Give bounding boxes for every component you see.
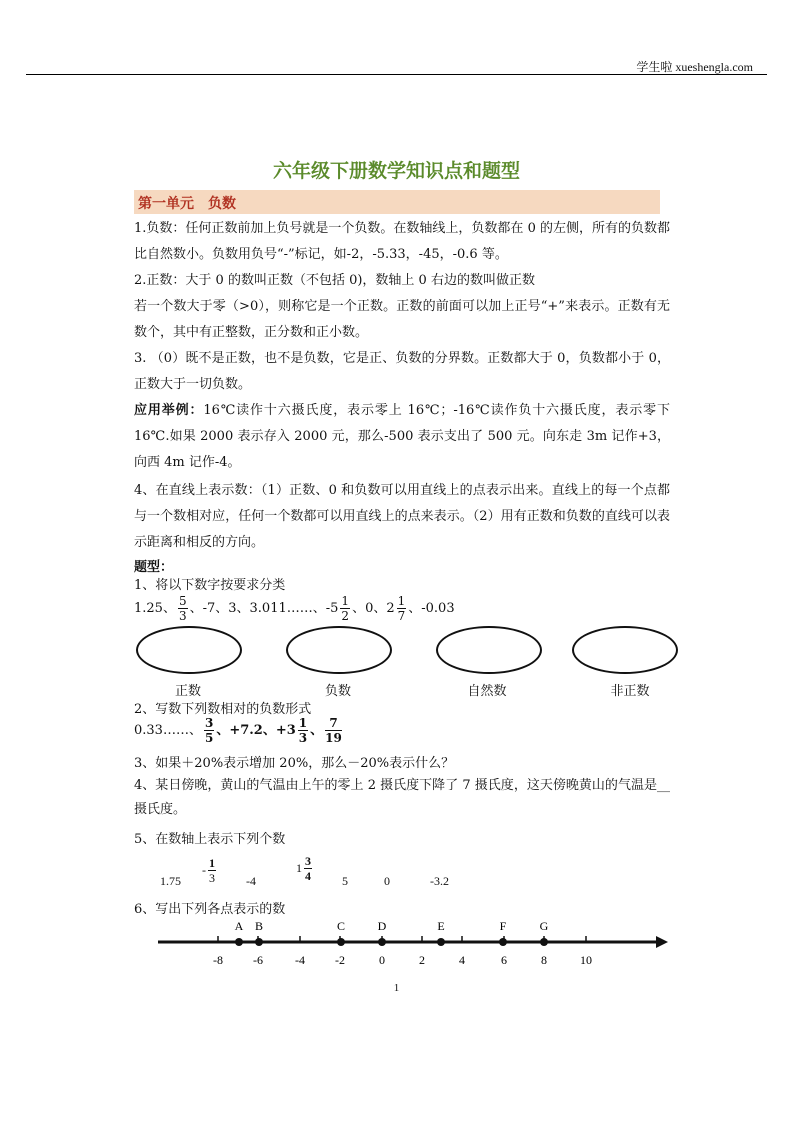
q2-num-a: 0.33……、 xyxy=(134,723,202,738)
q1-fraction-1: $\frac{5}{3}$ xyxy=(178,594,187,623)
q1-num-d: 、-0.03 xyxy=(408,601,455,616)
point-label: F xyxy=(499,919,507,933)
point-label: E xyxy=(437,919,445,933)
tick-label: -6 xyxy=(253,953,263,967)
q5-item-f1: - $\frac{1}{3}$ xyxy=(202,856,215,885)
q2-fraction-1: $\frac{3}{5}$ xyxy=(204,716,214,745)
tick-label: -8 xyxy=(213,953,223,967)
label-nonpositive: 非正数 xyxy=(610,684,650,699)
question-4: 4、某日傍晚，黄山的气温由上午的零上 2 摄氏度下降了 7 摄氏度，这天傍晚黄山的气温是__摄氏度。 xyxy=(134,778,670,817)
questions-heading: 题型： xyxy=(134,560,174,575)
header-site: 学生啦 xueshengla.com xyxy=(636,60,753,74)
point-label: B xyxy=(254,919,264,933)
point-marker xyxy=(235,938,243,946)
tick-label: -4 xyxy=(295,953,305,967)
point-marker xyxy=(255,938,263,946)
point-label: D xyxy=(377,919,387,933)
q2-num-b: 、+7.2、+3 xyxy=(216,723,296,738)
question-2: 2、写数下列数相对的负数形式 xyxy=(134,702,312,717)
arrow-head-icon xyxy=(656,936,668,948)
q5-item-d: 0 xyxy=(384,874,390,888)
question-3: 3、如果＋20%表示增加 20%，那么－20%表示什么？ xyxy=(134,756,455,771)
point-label: A xyxy=(234,919,244,933)
point-marker xyxy=(378,938,386,946)
q2-fraction-3: $\frac{7}{19}$ xyxy=(325,716,342,745)
label-natural: 自然数 xyxy=(467,684,507,699)
q5-item-f2: 1 $\frac{3}{4}$ xyxy=(296,854,311,883)
tick-label: 4 xyxy=(459,953,465,967)
q5-item-c: 5 xyxy=(342,874,348,888)
q1-num-a: 1.25、 xyxy=(134,601,176,616)
question-6: 6、写出下列各点表示的数 xyxy=(134,902,286,917)
tick-label: 8 xyxy=(541,953,547,967)
question-5: 5、在数轴上表示下列个数 xyxy=(134,832,286,847)
paragraph-negative: 1.负数：任何正数前加上负号就是一个负数。在数轴线上，负数都在 0 的左侧，所有的负数都比自然数小。负数用负号“-”标记，如-2，-5.33，-45，-0.6 等。 xyxy=(134,221,670,262)
label-positive: 正数 xyxy=(174,684,201,699)
question-1: 1、将以下数字按要求分类 xyxy=(134,578,286,593)
paragraph-positive-b: 若一个数大于零（>0），则称它是一个正数。正数的前面可以加上正号“+”来表示。正数有无数个，其中有正整数，正分数和正小数。 xyxy=(134,299,670,340)
point-marker xyxy=(437,938,445,946)
tick-label: -2 xyxy=(335,953,345,967)
point-label: G xyxy=(539,919,549,933)
q5-item-a: 1.75 xyxy=(160,874,181,888)
q2-fraction-2: $\frac{1}{3}$ xyxy=(298,716,308,745)
page-number: 1 xyxy=(393,982,400,994)
tick-label: 0 xyxy=(379,953,385,967)
q2-num-c: 、 xyxy=(310,723,324,738)
example-label: 应用举例： xyxy=(134,403,204,418)
paragraph-numberline: 4、在直线上表示数：（1）正数、0 和负数可以用直线上的点表示出来。直线上的每一个点都与一个数相对应，任何一个数都可以用直线上的点来表示。（2）用有正数和负数的直线可以表示距离和相反的方向。 xyxy=(134,483,670,550)
page-title: 六年级下册数学知识点和题型 xyxy=(272,160,520,182)
paragraph-positive-a: 2.正数：大于 0 的数叫正数（不包括 0)，数轴上 0 右边的数叫做正数 xyxy=(134,273,535,288)
q1-fraction-3: $\frac{1}{7}$ xyxy=(397,594,406,623)
paragraph-zero: 3. （0）既不是正数，也不是负数，它是正、负数的分界数。正数都大于 0，负数都小于 0，正数大于一切负数。 xyxy=(134,351,670,392)
q5-item-e: -3.2 xyxy=(430,874,449,888)
point-label: C xyxy=(336,919,346,933)
point-marker xyxy=(499,938,507,946)
label-negative: 负数 xyxy=(324,684,351,699)
point-marker xyxy=(540,938,548,946)
tick-label: 2 xyxy=(419,953,425,967)
point-marker xyxy=(337,938,345,946)
example-text: 16℃读作十六摄氏度，表示零上 16℃；-16℃读作负十六摄氏度，表示零下 16℃.如果 2000 表示存入 2000 元，那么-500 表示支出了 500 元。向东走 3m 记作+3，向西 4m 记作-4。 xyxy=(134,403,670,470)
tick-label: 6 xyxy=(501,953,507,967)
q5-item-b: -4 xyxy=(246,874,256,888)
unit-heading: 第一单元 负数 xyxy=(138,196,236,212)
q1-num-c: 、0、2 xyxy=(352,601,395,616)
q1-num-b: 、-7、3、3.011……、-5 xyxy=(189,601,339,616)
q1-fraction-2: $\frac{1}{2}$ xyxy=(341,594,350,623)
tick-label: 10 xyxy=(580,953,592,967)
